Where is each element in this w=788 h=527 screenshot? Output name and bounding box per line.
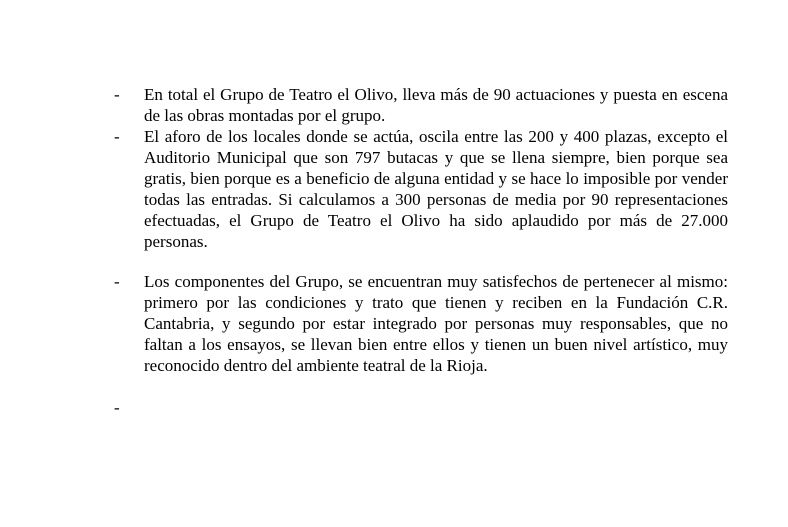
- list-item: [114, 271, 728, 376]
- bullet-marker: -: [114, 85, 120, 104]
- list-item: [114, 126, 728, 252]
- list-item: [114, 397, 728, 418]
- paragraph-text: En total el Grupo de Teatro el Olivo, lleva más de 90 actuaciones y puesta en escena de las obras montadas por el grupo.: [144, 85, 728, 125]
- paragraph-text: [144, 397, 728, 418]
- list-item: [114, 84, 728, 126]
- bullet-marker: -: [114, 127, 120, 146]
- bullet-marker: -: [114, 272, 120, 291]
- bullet-marker: -: [114, 398, 120, 417]
- paragraph-text: Los componentes del Grupo, se encuentran muy satisfechos de pertenecer al mismo: primero por las condiciones y trato que tienen y reciben en la Fundación C.R. Cantabria, y segundo por estar integrado por personas muy responsables, que no faltan a los ensayos, se llevan bien entre ellos y tienen un buen nivel artístico, muy reconocido dentro del ambiente teatral de la Rioja.: [144, 272, 728, 375]
- paragraph-text: El aforo de los locales donde se actúa, oscila entre las 200 y 400 plazas, excepto el Auditorio Municipal que son 797 butacas y que se llena siempre, bien porque sea gratis, bien porque es a beneficio de alguna entidad y se hace lo imposible por vender todas las entradas. Si calculamos a 300 personas de media por 90 representaciones efectuadas, el Grupo de Teatro el Olivo ha sido aplaudido por más de 27.000 personas.: [144, 127, 728, 251]
